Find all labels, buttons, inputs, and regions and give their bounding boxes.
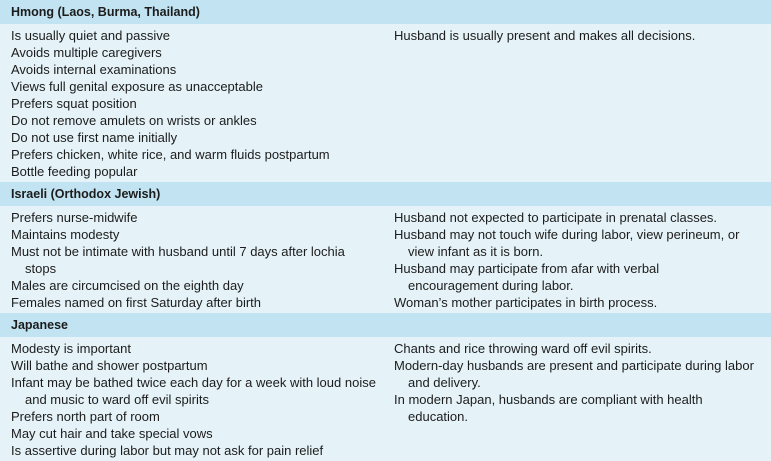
practice-item: Do not use first name initially bbox=[11, 130, 178, 145]
column-husband-role bbox=[394, 340, 771, 459]
practice-item: Bottle feeding popular bbox=[11, 164, 138, 179]
practice-item: Will bathe and shower postpartum bbox=[11, 358, 208, 373]
section-header-japanese: Japanese bbox=[0, 313, 771, 337]
section-header-hmong: Hmong (Laos, Burma, Thailand) bbox=[0, 0, 771, 24]
practice-item: Avoids internal examinations bbox=[11, 62, 177, 77]
practice-item: Prefers nurse-midwife bbox=[11, 210, 138, 225]
husband-role-item: Husband is usually present and makes all decisions. bbox=[394, 28, 696, 43]
section-body-japanese bbox=[0, 337, 771, 461]
husband-role-item: In modern Japan, husbands are compliant with health education. bbox=[394, 392, 703, 424]
column-practices bbox=[0, 340, 394, 459]
practice-item: Is assertive during labor but may not ask for pain relief bbox=[11, 443, 324, 458]
column-practices bbox=[0, 209, 394, 311]
column-practices bbox=[0, 27, 394, 180]
practice-item: Prefers chicken, white rice, and warm fluids postpartum bbox=[11, 147, 330, 162]
practice-item: May cut hair and take special vows bbox=[11, 426, 213, 441]
practice-item: Prefers north part of room bbox=[11, 409, 160, 424]
practice-item: Infant may be bathed twice each day for a week with loud noise and music to ward off evil spirits bbox=[11, 375, 376, 407]
husband-role-item: Woman’s mother participates in birth process. bbox=[394, 295, 658, 310]
practice-item: Must not be intimate with husband until 7 days after lochia stops bbox=[11, 244, 345, 276]
husband-role-item: Husband may participate from afar with verbal encouragement during labor. bbox=[394, 261, 660, 293]
practice-item: Is usually quiet and passive bbox=[11, 28, 170, 43]
practice-item: Avoids multiple caregivers bbox=[11, 45, 162, 60]
section-body-israeli bbox=[0, 206, 771, 313]
section-body-hmong bbox=[0, 24, 771, 182]
practice-item: Do not remove amulets on wrists or ankles bbox=[11, 113, 257, 128]
column-husband-role bbox=[394, 209, 771, 311]
husband-role-item: Husband not expected to participate in prenatal classes. bbox=[394, 210, 718, 225]
practice-item: Females named on first Saturday after birth bbox=[11, 295, 262, 310]
section-header-israeli: Israeli (Orthodox Jewish) bbox=[0, 182, 771, 206]
practice-item: Males are circumcised on the eighth day bbox=[11, 278, 244, 293]
husband-role-item: Chants and rice throwing ward off evil spirits. bbox=[394, 341, 652, 356]
practice-item: Modesty is important bbox=[11, 341, 131, 356]
practice-item: Views full genital exposure as unacceptable bbox=[11, 79, 263, 94]
column-husband-role bbox=[394, 27, 771, 180]
husband-role-item: Husband may not touch wife during labor, view perineum, or view infant as it is born. bbox=[394, 227, 740, 259]
practice-item: Prefers squat position bbox=[11, 96, 137, 111]
practice-item: Maintains modesty bbox=[11, 227, 120, 242]
husband-role-item: Modern-day husbands are present and participate during labor and delivery. bbox=[394, 358, 754, 390]
